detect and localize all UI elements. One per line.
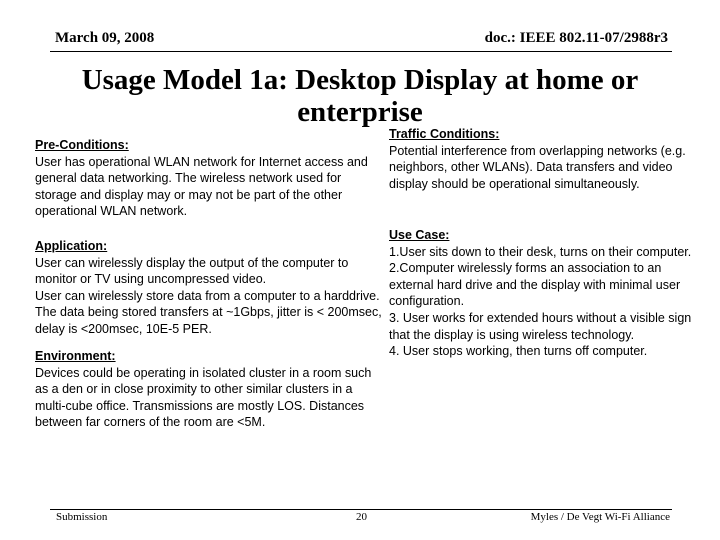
application-heading: Application: bbox=[35, 239, 108, 253]
usecase-step: 1.User sits down to their desk, turns on their computer. bbox=[389, 244, 692, 259]
header-date: March 09, 2008 bbox=[55, 30, 155, 46]
application-text-2: User can wirelessly store data from a computer to a harddrive. The data being stored transfers at ~1Gbps, jitter is < 200msec, delay is <200msec, 10E-5 PER. bbox=[35, 288, 382, 336]
usecase-section bbox=[389, 227, 701, 360]
traffic-heading: Traffic Conditions: bbox=[389, 127, 500, 141]
environment-section bbox=[35, 348, 385, 431]
usecase-step: 4. User stops working, then turns off computer. bbox=[389, 344, 648, 359]
usecase-step: 2.Computer wirelessly forms an association to an external hard drive and the display with minimal user configuration. bbox=[389, 261, 681, 309]
preconditions-section bbox=[35, 137, 385, 220]
slide-title: Usage Model 1a: Desktop Display at home or enterprise bbox=[81, 64, 639, 128]
traffic-section bbox=[389, 126, 701, 192]
footer-page-number: 20 bbox=[356, 511, 367, 523]
usecase-heading: Use Case: bbox=[389, 228, 450, 242]
preconditions-heading: Pre-Conditions: bbox=[35, 138, 129, 152]
header-divider bbox=[50, 51, 672, 52]
preconditions-text: User has operational WLAN network for Internet access and general data networking. The wireless network used for storage and display may or may not be part of the other operational WLAN network. bbox=[35, 154, 368, 219]
environment-heading: Environment: bbox=[35, 349, 116, 363]
usecase-step: 3. User works for extended hours without a visible sign that the display is using wireless technology. bbox=[389, 310, 692, 342]
footer-submission: Submission bbox=[56, 511, 108, 523]
environment-text: Devices could be operating in isolated cluster in a room such as a den or in close proximity to other similar clusters in a multi-cube office. Transmissions are mostly LOS. Distances between far corners of the room are <5M. bbox=[35, 365, 372, 430]
application-section bbox=[35, 238, 385, 338]
footer-divider bbox=[50, 509, 672, 510]
footer-authors: Myles / De Vegt Wi-Fi Alliance bbox=[530, 511, 670, 523]
traffic-text: Potential interference from overlapping networks (e.g. neighbors, other WLANs). Data transfers and video display should be operational simultaneously. bbox=[389, 143, 686, 191]
header-doc-id: doc.: IEEE 802.11-07/2988r3 bbox=[484, 30, 668, 46]
application-text-1: User can wirelessly display the output of the computer to monitor or TV using uncompressed video. bbox=[35, 255, 349, 287]
